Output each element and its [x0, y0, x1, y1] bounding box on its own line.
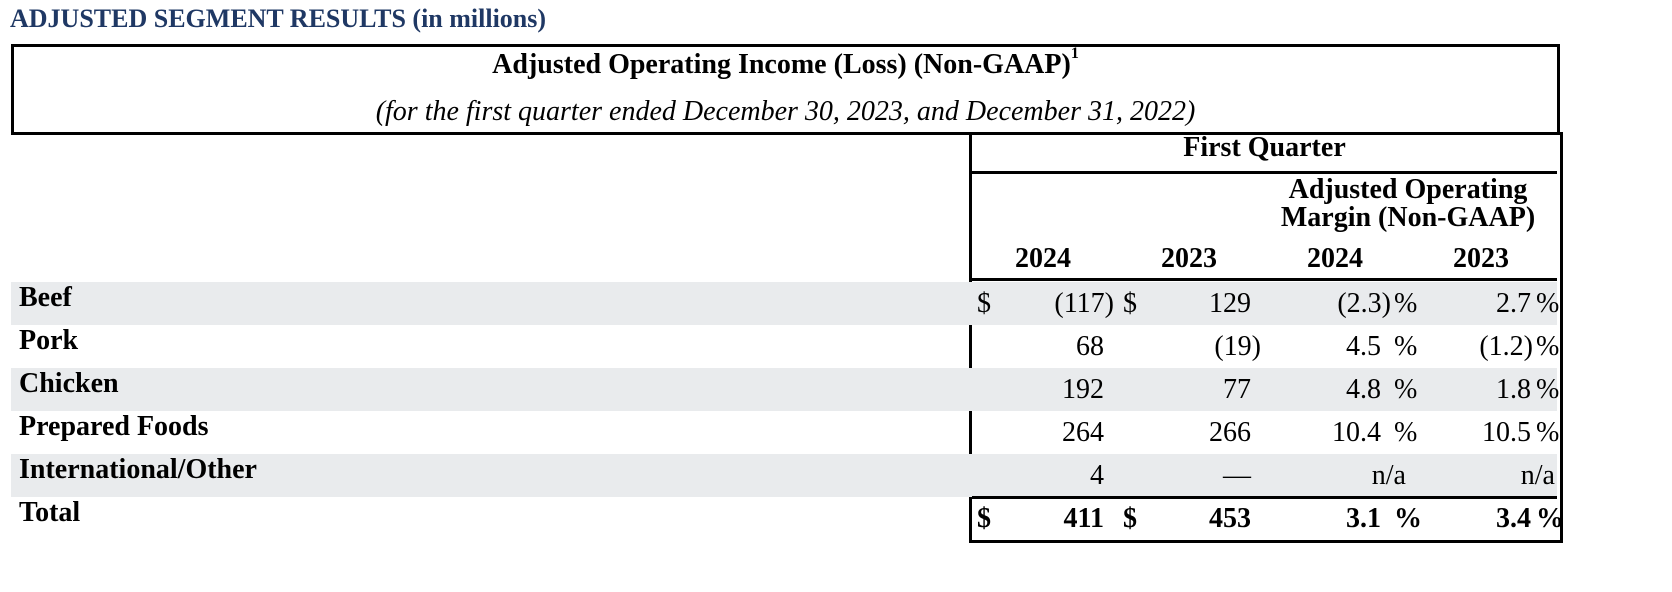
column-header-margin-2024: 2024 — [1307, 243, 1363, 274]
row-label: Beef — [19, 282, 72, 313]
margin-2024-value: 10.4 — [1332, 417, 1381, 448]
margin-2023-value: 10.5 — [1482, 417, 1531, 448]
row-label: Total — [19, 497, 81, 528]
table-row-beef — [11, 282, 1560, 325]
income-2024-value: 264 — [1062, 417, 1104, 448]
income-2024-value: 68 — [1076, 331, 1104, 362]
divider — [972, 278, 1557, 281]
income-2023-value: 453 — [1209, 503, 1251, 534]
percent-sign: % — [1536, 503, 1564, 534]
table-title-text: Adjusted Operating Income (Loss) (Non-GAAP) — [492, 49, 1071, 80]
table-title-box — [11, 44, 1560, 135]
margin-2024-value: (2.3) — [1337, 288, 1391, 319]
row-label: International/Other — [19, 454, 257, 485]
income-2024-value: 192 — [1062, 374, 1104, 405]
table-subtitle: (for the first quarter ended December 30, 2023, and December 31, 2022) — [375, 96, 1196, 127]
currency-symbol: $ — [1123, 503, 1137, 534]
margin-2023-value: 3.4 — [1496, 503, 1531, 534]
first-quarter-header: First Quarter — [1183, 132, 1346, 163]
column-header-income-2024: 2024 — [1015, 243, 1071, 274]
margin-header-line2: Margin (Non-GAAP) — [1280, 202, 1536, 233]
income-2023-value: — — [1223, 460, 1251, 491]
row-label: Chicken — [19, 368, 119, 399]
table-row-total — [11, 497, 1564, 540]
percent-sign: % — [1394, 288, 1418, 319]
table-row-international-other — [11, 454, 1557, 497]
footnote-marker: 1 — [1070, 45, 1079, 62]
margin-2023-value: n/a — [1520, 460, 1555, 491]
column-header-income-2023: 2023 — [1161, 243, 1217, 274]
percent-sign: % — [1394, 331, 1418, 362]
margin-header — [1270, 176, 1546, 232]
percent-sign: % — [1394, 374, 1418, 405]
income-2024-value: 4 — [1090, 460, 1104, 491]
currency-symbol: $ — [977, 503, 991, 534]
margin-header-line1: Adjusted Operating — [1288, 174, 1528, 205]
page-heading: ADJUSTED SEGMENT RESULTS (in millions) — [10, 4, 547, 33]
percent-sign: % — [1536, 288, 1560, 319]
percent-sign: % — [1536, 331, 1560, 362]
income-2024-value: (117) — [1054, 288, 1114, 319]
margin-2023-value: 1.8 — [1496, 374, 1531, 405]
income-2023-value: 77 — [1223, 374, 1251, 405]
margin-2024-value: 4.5 — [1346, 331, 1381, 362]
margin-2024-value: 3.1 — [1346, 503, 1381, 534]
column-header-margin-2023: 2023 — [1453, 243, 1509, 274]
currency-symbol: $ — [1123, 288, 1137, 319]
percent-sign: % — [1536, 374, 1560, 405]
table-row-pork — [11, 325, 1560, 368]
percent-sign: % — [1536, 417, 1560, 448]
margin-2024-value: n/a — [1371, 460, 1406, 491]
table-title — [14, 45, 1557, 81]
income-2023-value: 266 — [1209, 417, 1251, 448]
table-row-chicken — [11, 368, 1560, 411]
percent-sign: % — [1394, 417, 1418, 448]
row-label: Pork — [19, 325, 79, 356]
income-2023-value: (19) — [1214, 331, 1261, 362]
margin-2023-value: 2.7 — [1496, 288, 1531, 319]
income-2024-value: 411 — [1063, 503, 1104, 534]
income-2023-value: 129 — [1209, 288, 1251, 319]
margin-2024-value: 4.8 — [1346, 374, 1381, 405]
row-label: Prepared Foods — [19, 411, 209, 442]
margin-2023-value: (1.2) — [1479, 331, 1533, 362]
percent-sign: % — [1394, 503, 1422, 534]
currency-symbol: $ — [977, 288, 991, 319]
table-row-prepared-foods — [11, 411, 1560, 454]
